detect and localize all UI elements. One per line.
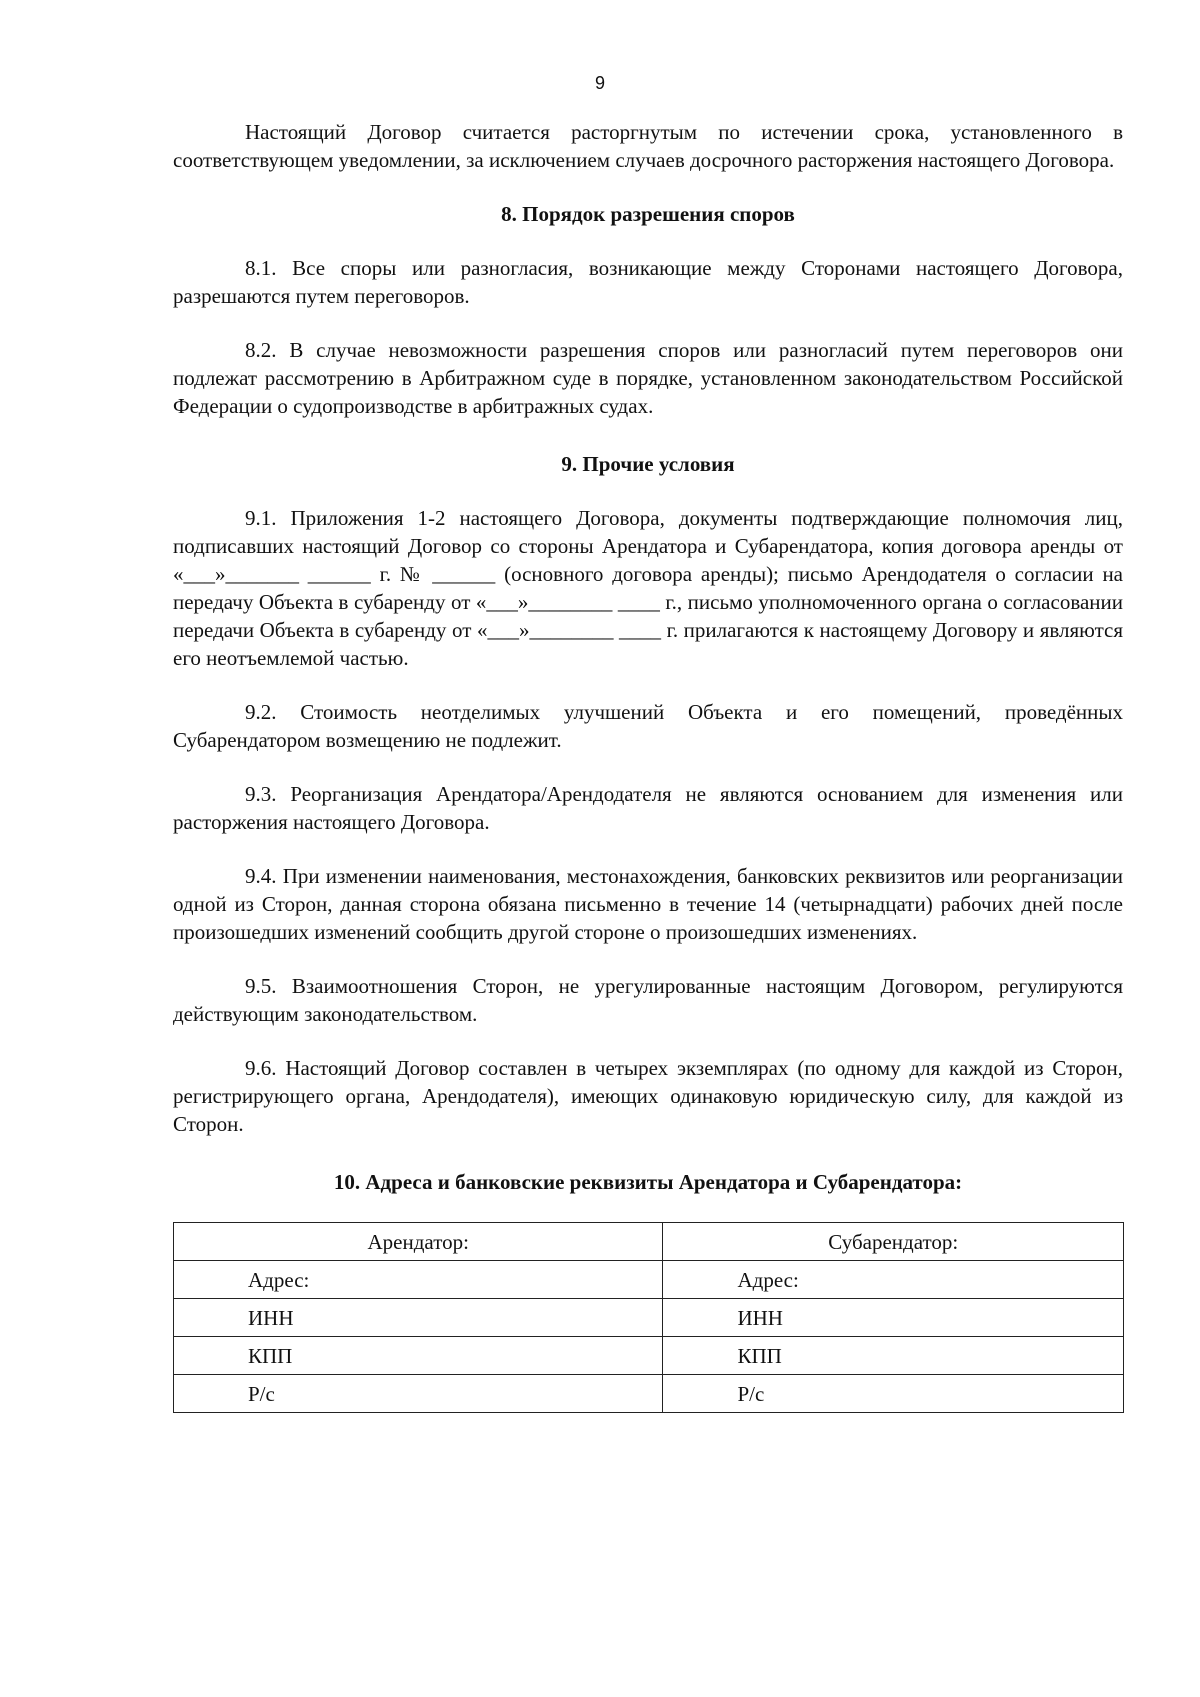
header-lessee: Арендатор: bbox=[174, 1223, 663, 1261]
sublessee-account: Р/с bbox=[663, 1375, 1124, 1413]
table-row bbox=[174, 1375, 1124, 1413]
clause-9-3: 9.3. Реорганизация Арендатора/Арендодателя не являются основанием для изменения или расторжения настоящего Договора. bbox=[173, 782, 1123, 834]
header-sublessee: Субарендатор: bbox=[663, 1223, 1124, 1261]
clause-8-1: 8.1. Все споры или разногласия, возникающие между Сторонами настоящего Договора, разрешаются путем переговоров. bbox=[173, 256, 1123, 308]
table-row bbox=[174, 1299, 1124, 1337]
clause-9-5: 9.5. Взаимоотношения Сторон, не урегулированные настоящим Договором, регулируются действующим законодательством. bbox=[173, 974, 1123, 1026]
requisites-table bbox=[173, 1222, 1124, 1413]
sublessee-kpp: КПП bbox=[663, 1337, 1124, 1375]
sublessee-inn: ИНН bbox=[663, 1299, 1124, 1337]
lessee-inn: ИНН bbox=[174, 1299, 663, 1337]
clause-8-2: 8.2. В случае невозможности разрешения споров или разногласий путем переговоров они подлежат рассмотрению в Арбитражном суде в порядке, установленном законодательством Российской Федерации о судопроизводстве в арбитражных судах. bbox=[173, 338, 1123, 418]
lessee-address: Адрес: bbox=[174, 1261, 663, 1299]
clause-9-1: 9.1. Приложения 1-2 настоящего Договора, документы подтверждающие полномочия лиц, подписавших настоящий Договор со стороны Арендатора и Субарендатора, копия договора аренды от «___»_______ ______ г. № ______ (основного договора аренды); письмо Арендодателя о согласии на передачу Объекта в субаренду от «___»________ ____ г., письмо уполномоченного органа о согласовании передачи Объекта в субаренду от «___»________ ____ г. прилагаются к настоящему Договору и являются его неотъемлемой частью. bbox=[173, 506, 1123, 670]
clause-9-4: 9.4. При изменении наименования, местонахождения, банковских реквизитов или реорганизации одной из Сторон, данная сторона обязана письменно в течение 14 (четырнадцати) рабочих дней после произошедших изменений сообщить другой стороне о произошедших изменениях. bbox=[173, 864, 1123, 944]
intro-paragraph: Настоящий Договор считается расторгнутым по истечении срока, установленного в соответствующем уведомлении, за исключением случаев досрочного расторжения настоящего Договора. bbox=[173, 120, 1123, 172]
section-10-heading: 10. Адреса и банковские реквизиты Арендатора и Субарендатора: bbox=[333, 1170, 963, 1194]
sublessee-address: Адрес: bbox=[663, 1261, 1124, 1299]
document-body bbox=[173, 118, 1123, 1413]
page-number: 9 bbox=[594, 73, 605, 93]
table-header-row bbox=[174, 1223, 1124, 1261]
clause-9-6: 9.6. Настоящий Договор составлен в четырех экземплярах (по одному для каждой из Сторон, регистрирующего органа, Арендодателя), имеющих одинаковую юридическую силу, для каждой из Сторон. bbox=[173, 1056, 1123, 1136]
table-row bbox=[174, 1261, 1124, 1299]
section-8-heading: 8. Порядок разрешения споров bbox=[501, 202, 795, 226]
section-9-heading: 9. Прочие условия bbox=[561, 452, 735, 476]
lessee-kpp: КПП bbox=[174, 1337, 663, 1375]
table-row bbox=[174, 1337, 1124, 1375]
lessee-account: Р/с bbox=[174, 1375, 663, 1413]
clause-9-2: 9.2. Стоимость неотделимых улучшений Объекта и его помещений, проведённых Субарендатором возмещению не подлежит. bbox=[173, 700, 1123, 752]
